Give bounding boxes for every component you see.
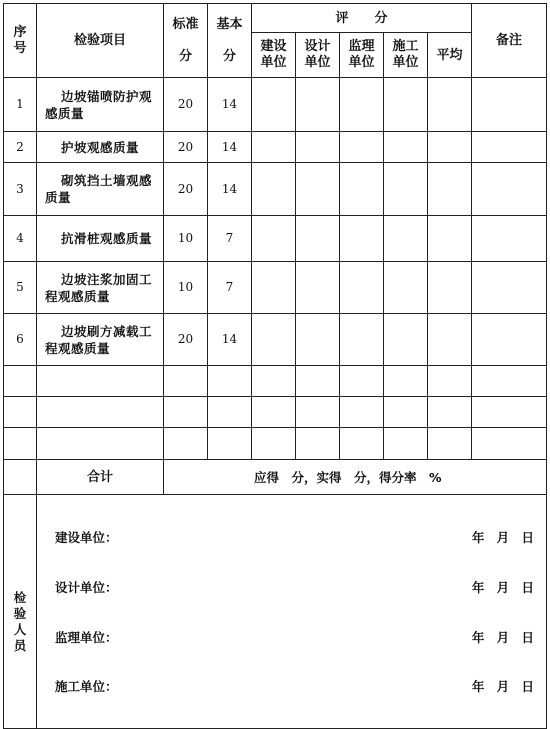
blank-cell[interactable] <box>472 397 547 428</box>
row-item: 砌筑挡土墙观感质量 <box>37 163 164 216</box>
blank-cell[interactable] <box>252 366 296 397</box>
blank-cell[interactable] <box>4 397 37 428</box>
score-cell[interactable] <box>384 78 428 132</box>
score-cell[interactable] <box>252 314 296 366</box>
blank-cell[interactable] <box>428 366 472 397</box>
score-cell[interactable] <box>252 216 296 262</box>
row-standard: 20 <box>164 78 208 132</box>
blank-cell[interactable] <box>472 428 547 460</box>
header-unit-construction: 建设 单位 <box>252 33 296 78</box>
blank-cell[interactable] <box>384 397 428 428</box>
inspection-score-table <box>3 3 547 729</box>
score-cell[interactable] <box>296 132 340 163</box>
blank-cell[interactable] <box>340 397 384 428</box>
blank-cell[interactable] <box>164 366 208 397</box>
blank-cell[interactable] <box>340 428 384 460</box>
header-score: 评 分 <box>252 4 472 33</box>
score-cell[interactable] <box>296 78 340 132</box>
row-no: 6 <box>4 314 37 366</box>
score-cell[interactable] <box>296 262 340 314</box>
header-unit-supervision: 监理 单位 <box>340 33 384 78</box>
score-cell[interactable] <box>428 132 472 163</box>
total-seq-cell <box>4 460 37 495</box>
score-cell[interactable] <box>340 216 384 262</box>
row-base: 7 <box>208 216 252 262</box>
header-unit-builder: 施工 单位 <box>384 33 428 78</box>
blank-cell[interactable] <box>384 428 428 460</box>
row-item: 护坡观感质量 <box>37 132 164 163</box>
score-cell[interactable] <box>428 262 472 314</box>
blank-cell[interactable] <box>428 428 472 460</box>
blank-cell[interactable] <box>208 366 252 397</box>
header-base-score: 基本 分 <box>208 4 252 78</box>
score-cell[interactable] <box>428 216 472 262</box>
score-cell[interactable] <box>384 132 428 163</box>
blank-cell[interactable] <box>296 366 340 397</box>
remark-cell[interactable] <box>472 314 547 366</box>
blank-cell[interactable] <box>252 397 296 428</box>
score-cell[interactable] <box>252 78 296 132</box>
remark-cell[interactable] <box>472 163 547 216</box>
blank-cell[interactable] <box>208 428 252 460</box>
total-text: 应得 分，实得 分，得分率 % <box>164 460 547 495</box>
row-standard: 20 <box>164 132 208 163</box>
score-cell[interactable] <box>296 163 340 216</box>
score-cell[interactable] <box>428 314 472 366</box>
total-label: 合计 <box>37 460 164 495</box>
score-cell[interactable] <box>340 163 384 216</box>
signature-row-construction[interactable]: 建设单位： 年 月 日 <box>55 530 535 545</box>
signature-row-design[interactable]: 设计单位： 年 月 日 <box>55 580 535 595</box>
remark-cell[interactable] <box>472 262 547 314</box>
blank-cell[interactable] <box>296 397 340 428</box>
score-cell[interactable] <box>384 314 428 366</box>
row-item: 边坡注浆加固工程观感质量 <box>37 262 164 314</box>
blank-cell[interactable] <box>37 397 164 428</box>
inspectors-label: 检 验 人 员 <box>4 495 37 729</box>
blank-cell[interactable] <box>384 366 428 397</box>
blank-cell[interactable] <box>428 397 472 428</box>
row-no: 2 <box>4 132 37 163</box>
signature-area <box>37 495 547 729</box>
blank-cell[interactable] <box>37 428 164 460</box>
blank-cell[interactable] <box>340 366 384 397</box>
row-item: 边坡锚喷防护观感质量 <box>37 78 164 132</box>
score-cell[interactable] <box>384 163 428 216</box>
remark-cell[interactable] <box>472 216 547 262</box>
row-standard: 10 <box>164 262 208 314</box>
row-no: 1 <box>4 78 37 132</box>
row-item: 边坡刷方减载工程观感质量 <box>37 314 164 366</box>
header-unit-design: 设计 单位 <box>296 33 340 78</box>
score-cell[interactable] <box>296 314 340 366</box>
score-cell[interactable] <box>252 132 296 163</box>
score-cell[interactable] <box>252 262 296 314</box>
row-base: 14 <box>208 163 252 216</box>
blank-cell[interactable] <box>164 428 208 460</box>
header-remark: 备注 <box>472 4 547 78</box>
signature-row-builder[interactable]: 施工单位： 年 月 日 <box>55 679 535 694</box>
blank-cell[interactable] <box>164 397 208 428</box>
row-base: 14 <box>208 78 252 132</box>
blank-cell[interactable] <box>472 366 547 397</box>
header-standard-score: 标准 分 <box>164 4 208 78</box>
row-base: 7 <box>208 262 252 314</box>
row-base: 14 <box>208 314 252 366</box>
row-no: 5 <box>4 262 37 314</box>
score-cell[interactable] <box>384 262 428 314</box>
remark-cell[interactable] <box>472 132 547 163</box>
remark-cell[interactable] <box>472 78 547 132</box>
blank-cell[interactable] <box>4 366 37 397</box>
blank-cell[interactable] <box>37 366 164 397</box>
score-cell[interactable] <box>340 132 384 163</box>
score-cell[interactable] <box>340 78 384 132</box>
blank-cell[interactable] <box>4 428 37 460</box>
blank-cell[interactable] <box>296 428 340 460</box>
blank-cell[interactable] <box>208 397 252 428</box>
score-cell[interactable] <box>340 314 384 366</box>
header-item: 检验项目 <box>37 4 164 78</box>
row-standard: 20 <box>164 314 208 366</box>
score-cell[interactable] <box>384 216 428 262</box>
score-cell[interactable] <box>252 163 296 216</box>
row-item: 抗滑桩观感质量 <box>37 216 164 262</box>
header-average: 平均 <box>428 33 472 78</box>
score-cell[interactable] <box>296 216 340 262</box>
score-cell[interactable] <box>340 262 384 314</box>
row-no: 4 <box>4 216 37 262</box>
blank-cell[interactable] <box>252 428 296 460</box>
row-standard: 20 <box>164 163 208 216</box>
row-base: 14 <box>208 132 252 163</box>
row-no: 3 <box>4 163 37 216</box>
header-seq: 序 号 <box>4 4 37 78</box>
row-standard: 10 <box>164 216 208 262</box>
signature-row-supervision[interactable]: 监理单位： 年 月 日 <box>55 630 535 645</box>
score-cell[interactable] <box>428 78 472 132</box>
score-cell[interactable] <box>428 163 472 216</box>
